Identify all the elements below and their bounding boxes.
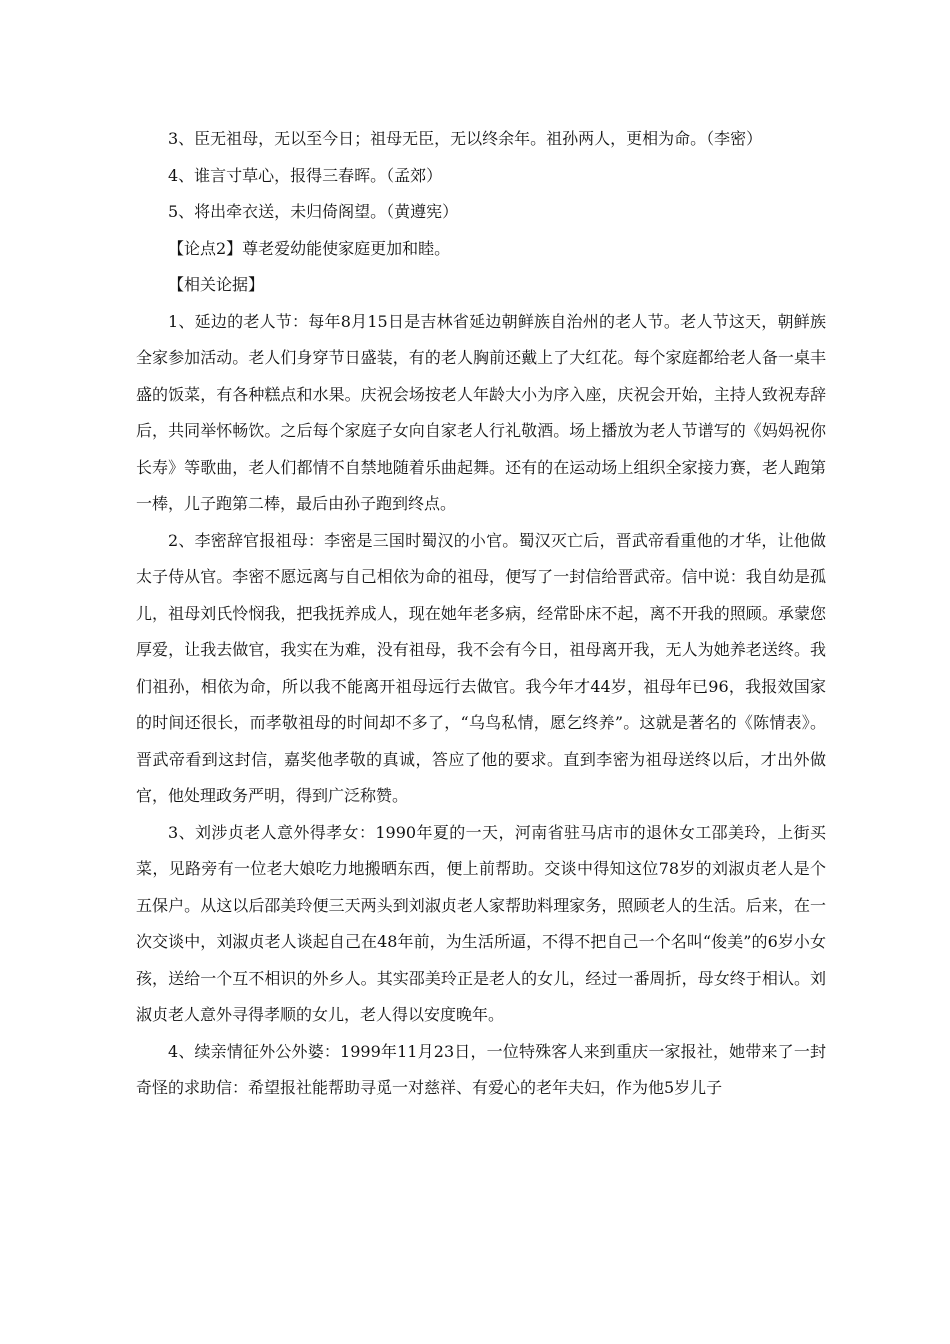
evidence-paragraph: 4、续亲情征外公外婆：1999年11月23日，一位特殊客人来到重庆一家报社，她带来了一封奇怪的求助信：希望报社能帮助寻觅一对慈祥、有爱心的老年夫妇，作为他5岁儿子 — [136, 1041, 826, 1097]
argument-heading: 【论点2】尊老爱幼能使家庭更加和睦。 — [168, 238, 451, 258]
document-body — [136, 121, 826, 1107]
evidence-paragraph: 3、刘涉贞老人意外得孝女：1990年夏的一天，河南省驻马店市的退休女工邵美玲，上街买菜，见路旁有一位老大娘吃力地搬晒东西，便上前帮助。交谈中得知这位78岁的刘淑贞老人是个五保户。从这以后邵美玲便三天两头到刘淑贞老人家帮助料理家务，照顾老人的生活。后来，在一次交谈中，刘淑贞老人谈起自己在48年前，为生活所逼，不得不把自己一个名叫“俊美”的6岁小女孩，送给一个互不相识的外乡人。其实邵美玲正是老人的女儿，经过一番周折，母女终于相认。刘淑贞老人意外寻得孝顺的女儿，老人得以安度晚年。 — [136, 822, 826, 1024]
evidence-heading: 【相关论据】 — [168, 275, 265, 294]
evidence-paragraph: 2、李密辞官报祖母：李密是三国时蜀汉的小官。蜀汉灭亡后，晋武帝看重他的才华，让他做太子侍从官。李密不愿远离与自己相依为命的祖母，便写了一封信给晋武帝。信中说：我自幼是孤儿，祖母刘氏怜悯我，把我抚养成人，现在她年老多病，经常卧床不起，离不开我的照顾。承蒙您厚爱，让我去做官，我实在为难，没有祖母，我不会有今日，祖母离开我，无人为她养老送终。我们祖孙，相依为命，所以我不能离开祖母远行去做官。我今年才44岁，祖母年已96，我报效国家的时间还很长，而孝敬祖母的时间却不多了，“乌鸟私情，愿乞终养”。这就是著名的《陈情表》。晋武帝看到这封信，嘉奖他孝敬的真诚，答应了他的要求。直到李密为祖母送终以后，才出外做官，他处理政务严明，得到广泛称赞。 — [136, 530, 826, 805]
quote-line: 5、将出牵衣送，未归倚阁望。（黄遵宪） — [168, 202, 459, 221]
quote-line: 4、谁言寸草心，报得三春晖。（孟郊） — [168, 165, 443, 185]
quote-line: 3、臣无祖母，无以至今日；祖母无臣，无以终余年。祖孙两人，更相为命。（李密） — [168, 129, 763, 148]
evidence-paragraph: 1、延边的老人节：每年8月15日是吉林省延边朝鲜族自治州的老人节。老人节这天，朝鲜族全家参加活动。老人们身穿节日盛装，有的老人胸前还戴上了大红花。每个家庭都给老人备一桌丰盛的饭菜，有各种糕点和水果。庆祝会场按老人年龄大小为序入座，庆祝会开始，主持人致祝寿辞后，共同举怀畅饮。之后每个家庭子女向自家老人行礼敬酒。场上播放为老人节谱写的《妈妈祝你长寿》等歌曲，老人们都情不自禁地随着乐曲起舞。还有的在运动场上组织全家接力赛，老人跑第一棒，儿子跑第二棒，最后由孙子跑到终点。 — [136, 311, 826, 513]
